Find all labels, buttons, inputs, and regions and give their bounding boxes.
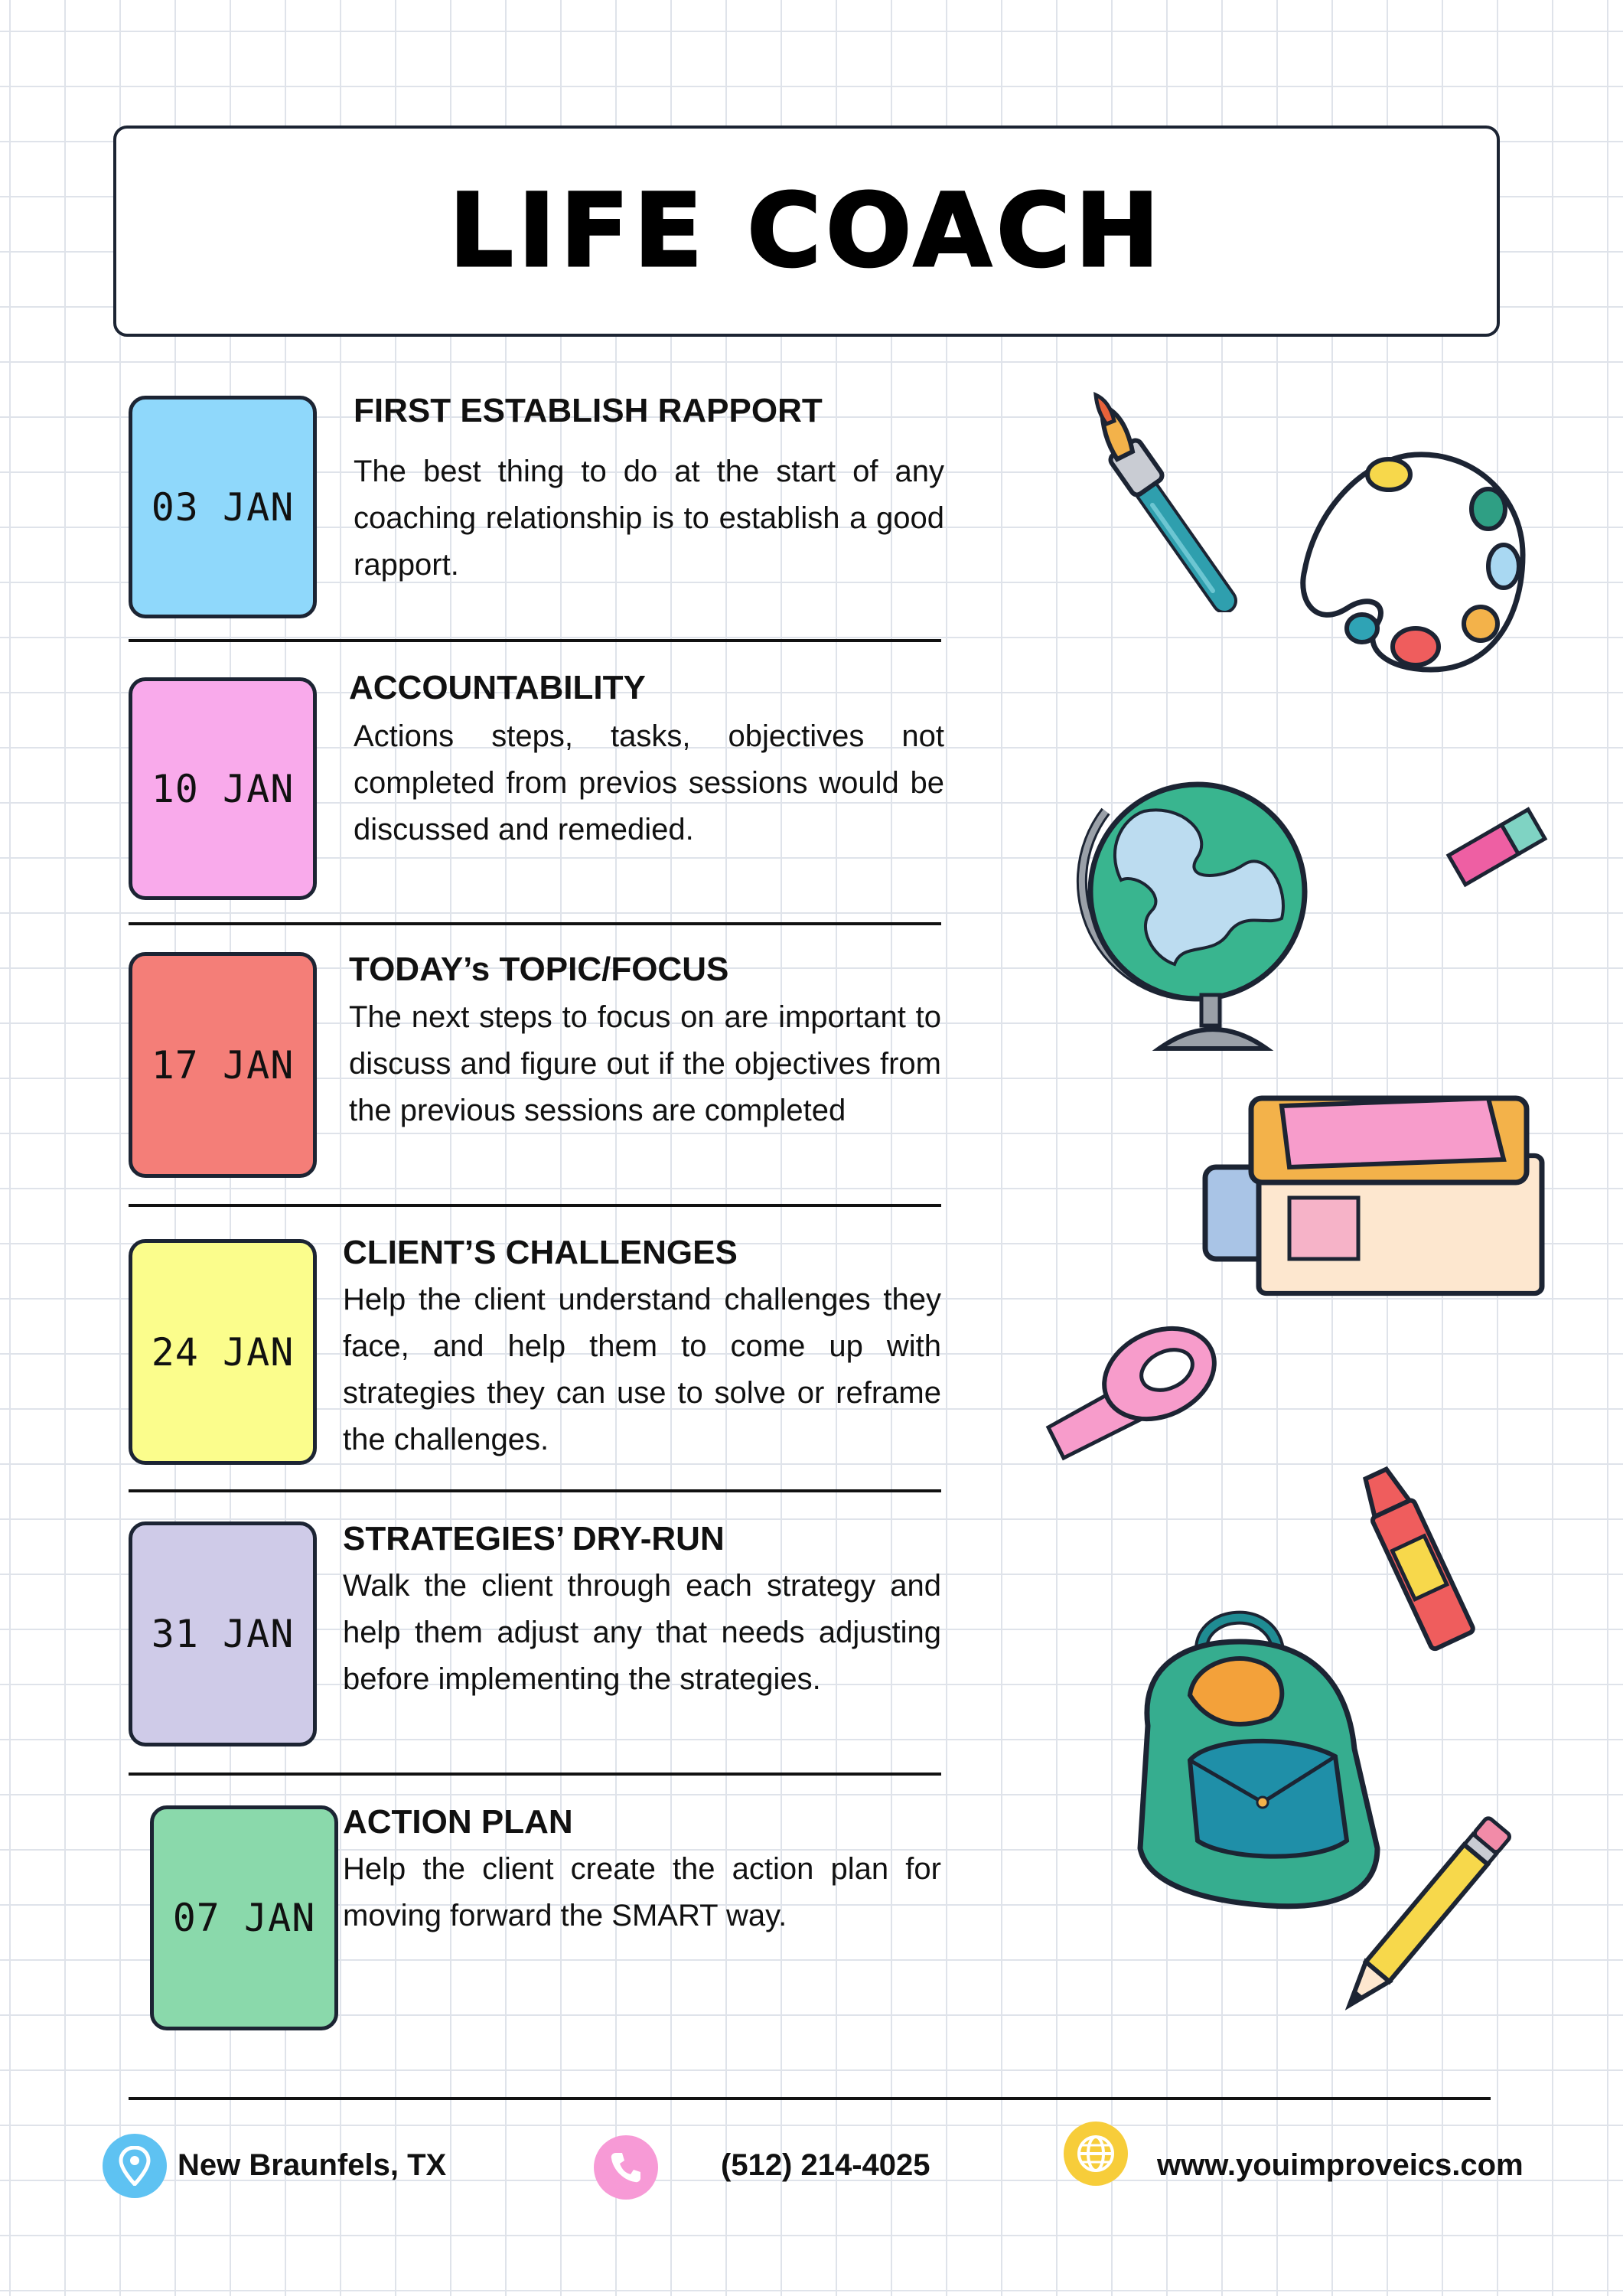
divider <box>129 639 941 642</box>
footer-location: New Braunfels, TX <box>178 2148 447 2182</box>
date-badge <box>129 1239 317 1465</box>
paint-palette-illustration <box>1293 440 1538 685</box>
footer-website[interactable]: www.youimproveics.com <box>1157 2148 1524 2182</box>
location-pin-icon <box>103 2134 167 2198</box>
globe-icon <box>1064 2122 1128 2186</box>
date-label: 31 JAN <box>151 1612 295 1656</box>
title-box <box>113 126 1500 337</box>
divider <box>129 1489 941 1492</box>
date-label: 07 JAN <box>172 1896 316 1940</box>
date-badge <box>150 1805 338 2030</box>
date-label: 24 JAN <box>151 1329 295 1375</box>
globe-illustration <box>1060 765 1320 1064</box>
entry-body: Help the client understand challenges they face, and help them to come up with strategies they can use to solve or reframe the challenges. <box>343 1283 941 1456</box>
entry-heading: ACCOUNTABILITY <box>349 669 646 706</box>
phone-icon <box>594 2135 658 2200</box>
eraser-illustration <box>1442 792 1550 899</box>
entry-body: Actions steps, tasks, objectives not completed from previos sessions would be discussed and remedied. <box>354 719 944 846</box>
page-title: LIFE COACH <box>448 172 1165 290</box>
date-label: 10 JAN <box>151 766 295 811</box>
entry-heading: FIRST ESTABLISH RAPPORT <box>354 392 823 429</box>
entry-heading: ACTION PLAN <box>343 1803 573 1841</box>
date-badge <box>129 952 317 1178</box>
entry-body: The best thing to do at the start of any coaching relationship is to establish a good rapport. <box>354 455 944 582</box>
date-label: 17 JAN <box>151 1042 295 1088</box>
entry-heading: STRATEGIES’ DRY-RUN <box>343 1520 725 1557</box>
entry-body: Walk the client through each strategy and help them adjust any that needs adjusting before implementing the strategies. <box>343 1569 941 1696</box>
date-label: 03 JAN <box>151 484 295 530</box>
divider <box>129 1773 941 1776</box>
footer-divider <box>129 2097 1491 2100</box>
date-badge <box>129 1521 317 1746</box>
divider <box>129 1204 941 1207</box>
footer-phone[interactable]: (512) 214-4025 <box>721 2148 930 2182</box>
entry-heading: CLIENT’S CHALLENGES <box>343 1234 738 1271</box>
entry-heading: TODAY’s TOPIC/FOCUS <box>349 951 729 988</box>
date-badge <box>129 677 317 900</box>
entry-body: Help the client create the action plan for moving forward the SMART way. <box>343 1852 941 1932</box>
divider <box>129 922 941 925</box>
books-illustration <box>1198 1083 1572 1347</box>
pencil-illustration <box>1331 1802 1515 2032</box>
tape-illustration <box>1033 1313 1224 1466</box>
paintbrush-illustration <box>1079 390 1240 612</box>
date-badge <box>129 396 317 618</box>
entry-body: The next steps to focus on are important to discuss and figure out if the objectives from the previous sessions are completed <box>349 1000 941 1127</box>
